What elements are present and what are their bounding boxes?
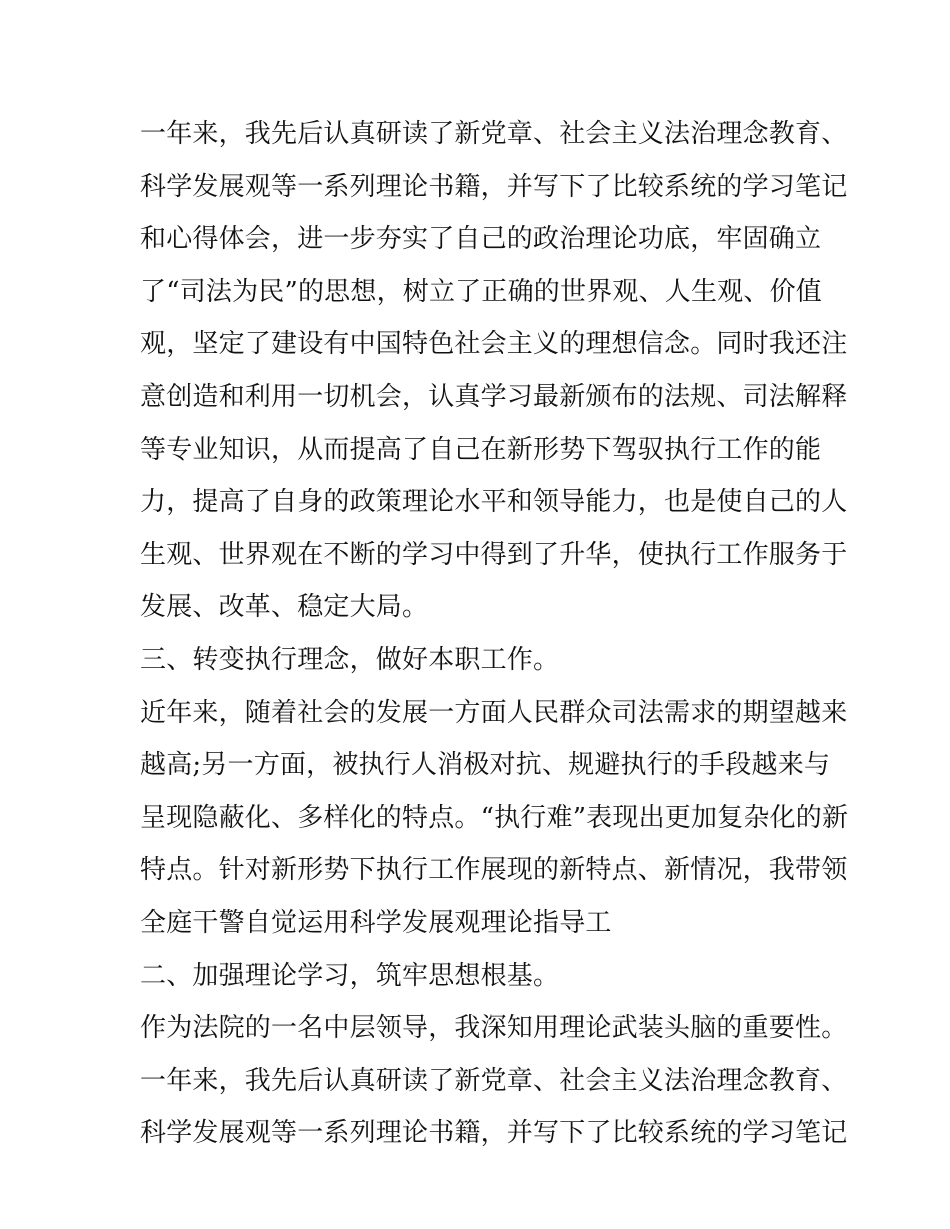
text-line: 一年来，我先后认真研读了新党章、社会主义法治理念教育、 bbox=[140, 1065, 848, 1096]
text-line: 意创造和利用一切机会，认真学习最新颁布的法规、司法解释 bbox=[140, 381, 848, 412]
text-line: 力，提高了自身的政策理论水平和领导能力，也是使自己的人 bbox=[140, 487, 848, 518]
text-line: 全庭干警自觉运用科学发展观理论指导工 bbox=[140, 907, 612, 938]
text-line: 发展、改革、稳定大局。 bbox=[140, 592, 429, 623]
body-text bbox=[140, 108, 849, 1160]
text-line: 科学发展观等一系列理论书籍，并写下了比较系统的学习笔记 bbox=[140, 171, 848, 202]
text-line: 近年来，随着社会的发展一方面人民群众司法需求的期望越来 bbox=[140, 697, 848, 728]
text-line: 等专业知识，从而提高了自己在新形势下驾驭执行工作的能 bbox=[140, 434, 822, 465]
text-line: 观，坚定了建设有中国特色社会主义的理想信念。同时我还注 bbox=[140, 329, 848, 360]
text-line: 特点。针对新形势下执行工作展现的新特点、新情况，我带领 bbox=[140, 855, 848, 886]
text-line: 了“司法为民”的思想，树立了正确的世界观、人生观、价值 bbox=[140, 276, 822, 307]
text-line: 呈现隐蔽化、多样化的特点。“执行难”表现出更加复杂化的新 bbox=[140, 802, 849, 833]
text-line: 作为法院的一名中层领导，我深知用理论武装头脑的重要性。 bbox=[140, 1013, 848, 1044]
text-line: 生观、世界观在不断的学习中得到了升华，使执行工作服务于 bbox=[140, 539, 848, 570]
text-line: 科学发展观等一系列理论书籍，并写下了比较系统的学习笔记 bbox=[140, 1118, 848, 1149]
text-line: 和心得体会，进一步夯实了自己的政治理论功底，牢固确立 bbox=[140, 224, 822, 255]
section-heading-2: 二、加强理论学习，筑牢思想根基。 bbox=[140, 960, 560, 991]
text-line: 越高;另一方面，被执行人消极对抗、规避执行的手段越来与 bbox=[140, 750, 831, 781]
text-line: 一年来，我先后认真研读了新党章、社会主义法治理念教育、 bbox=[140, 119, 848, 149]
section-heading-3: 三、转变执行理念，做好本职工作。 bbox=[140, 644, 560, 675]
